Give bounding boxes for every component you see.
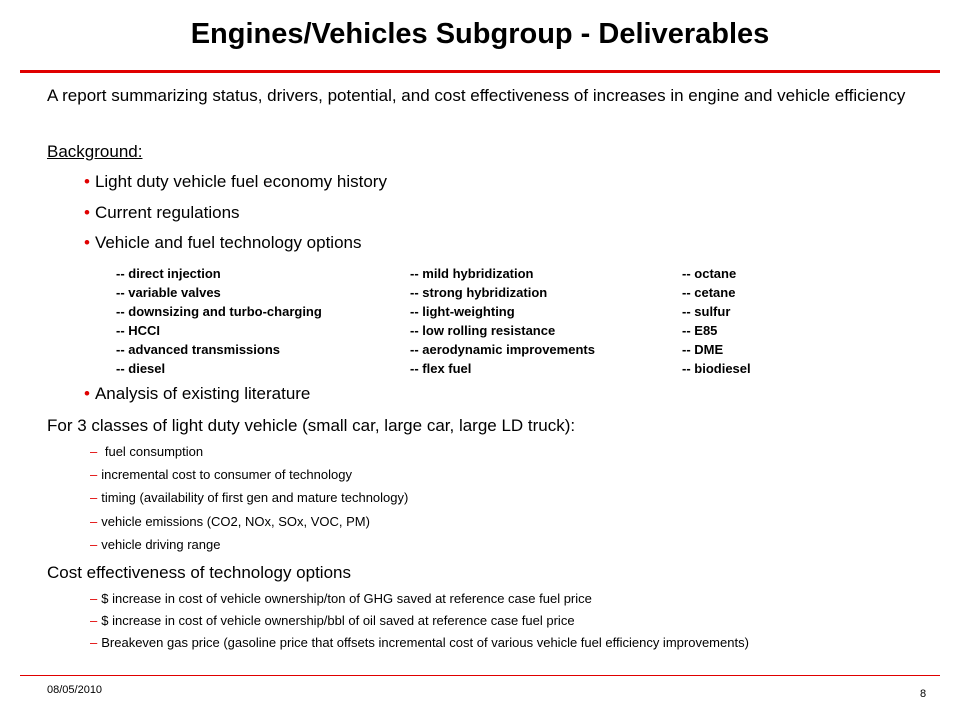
classes-item bbox=[90, 537, 220, 552]
cost-heading: Cost effectiveness of technology options bbox=[47, 563, 351, 582]
bullet-text: Light duty vehicle fuel economy history bbox=[94, 172, 387, 191]
tech-item: -- aerodynamic improvements bbox=[410, 342, 595, 357]
dash-icon: – bbox=[90, 514, 98, 529]
tech-item: -- downsizing and turbo-charging bbox=[116, 304, 322, 319]
tech-item: -- direct injection bbox=[116, 266, 221, 281]
cost-item-text: Breakeven gas price (gasoline price that offsets incremental cost of various vehicle fuel efficiency improvements) bbox=[101, 635, 749, 650]
tech-item: -- DME bbox=[682, 342, 724, 357]
cost-item-text: $ increase in cost of vehicle ownership/ton of GHG saved at reference case fuel price bbox=[101, 591, 592, 606]
classes-item bbox=[90, 444, 203, 459]
classes-item bbox=[90, 490, 408, 505]
tech-item: -- octane bbox=[682, 266, 737, 281]
bullet-icon: • bbox=[84, 233, 90, 252]
bullet-item bbox=[84, 384, 310, 404]
page-number: 8 bbox=[920, 688, 927, 700]
footer-date: 08/05/2010 bbox=[47, 684, 103, 696]
cost-item bbox=[90, 635, 749, 650]
tech-item: -- mild hybridization bbox=[410, 266, 534, 281]
tech-item: -- HCCI bbox=[116, 323, 161, 338]
tech-item: -- flex fuel bbox=[410, 361, 472, 376]
dash-icon: – bbox=[90, 467, 98, 482]
tech-item: -- variable valves bbox=[116, 285, 221, 300]
bullet-icon: • bbox=[84, 203, 90, 222]
tech-item: -- E85 bbox=[682, 323, 718, 338]
classes-item-text: fuel consumption bbox=[101, 444, 204, 459]
tech-column-fuel bbox=[682, 264, 751, 378]
classes-item bbox=[90, 467, 352, 482]
tech-item: -- advanced transmissions bbox=[116, 342, 280, 357]
tech-item: -- cetane bbox=[682, 285, 736, 300]
tech-item: -- diesel bbox=[116, 361, 166, 376]
tech-item: -- strong hybridization bbox=[410, 285, 548, 300]
classes-item-text: vehicle driving range bbox=[101, 537, 221, 552]
tech-item: -- low rolling resistance bbox=[410, 323, 556, 338]
tech-item: -- sulfur bbox=[682, 304, 731, 319]
title-divider bbox=[20, 70, 940, 73]
footer-divider bbox=[20, 675, 940, 676]
intro-text: A report summarizing status, drivers, potential, and cost effectiveness of increases in engine and vehicle efficiency bbox=[47, 86, 906, 105]
classes-item-text: timing (availability of first gen and mature technology) bbox=[101, 490, 409, 505]
cost-item bbox=[90, 613, 575, 628]
background-label: Background: bbox=[47, 142, 143, 161]
bullet-text: Analysis of existing literature bbox=[94, 384, 311, 403]
bullet-item bbox=[84, 172, 387, 192]
bullet-text: Vehicle and fuel technology options bbox=[94, 233, 362, 252]
classes-item bbox=[90, 514, 370, 529]
bullet-icon: • bbox=[84, 172, 90, 191]
cost-item-text: $ increase in cost of vehicle ownership/bbl of oil saved at reference case fuel price bbox=[101, 613, 575, 628]
classes-item-text: incremental cost to consumer of technology bbox=[101, 467, 352, 482]
dash-icon: – bbox=[90, 613, 98, 628]
cost-item bbox=[90, 591, 592, 606]
classes-heading: For 3 classes of light duty vehicle (small car, large car, large LD truck): bbox=[47, 416, 576, 435]
tech-item: -- light-weighting bbox=[410, 304, 515, 319]
bullet-item bbox=[84, 203, 240, 223]
tech-column-engine bbox=[116, 264, 322, 378]
dash-icon: – bbox=[90, 490, 98, 505]
tech-item: -- biodiesel bbox=[682, 361, 751, 376]
bullet-icon: • bbox=[84, 384, 90, 403]
dash-icon: – bbox=[90, 537, 98, 552]
tech-column-vehicle bbox=[410, 264, 595, 378]
classes-item-text: vehicle emissions (CO2, NOx, SOx, VOC, PM) bbox=[101, 514, 370, 529]
dash-icon: – bbox=[90, 635, 98, 650]
slide-title: Engines/Vehicles Subgroup - Deliverables bbox=[190, 18, 770, 50]
dash-icon: – bbox=[90, 444, 98, 459]
bullet-text: Current regulations bbox=[94, 203, 240, 222]
bullet-item bbox=[84, 233, 361, 253]
dash-icon: – bbox=[90, 591, 98, 606]
